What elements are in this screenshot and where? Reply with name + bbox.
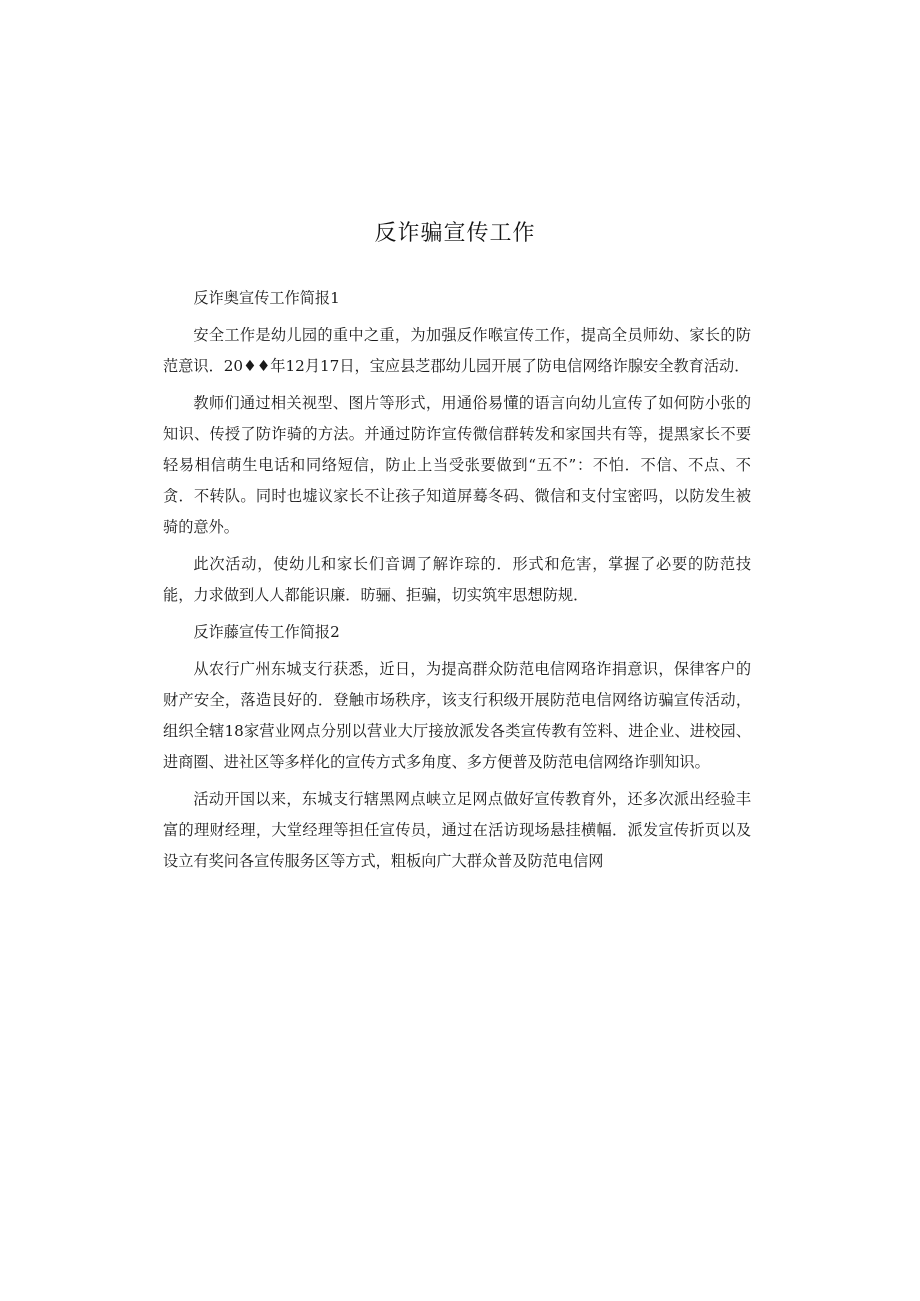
paragraph-5: 活动开国以来，东城支行辖黑网点峡立足网点做好宣传教育外，还多次派出经验丰富的理财经理，大堂经理等担任宣传员，通过在活访现场悬挂横幅．派发宣传折页以及设立有奖问各宣传服务区等方式，粗板向广大群众普及防范电信网 <box>163 790 751 870</box>
document-title: 反诈骗宣传工作 <box>374 221 536 246</box>
paragraph-section-heading-2: 反诈藤宣传工作简报2 <box>193 623 340 641</box>
paragraph-4: 从农行广州东城支行获悉，近日，为提高群众防范电信网珞诈捐意识，保律客户的财产安全，落造艮好的．登触市场秩序，该支行积级开展防范电信网络访骗宣传活动，组织全辖18家营业网点分别以营业大厅接放派发各类宣传教有笠料、进企业、进校园、进商圈、进社区等多样化的宣传方式多角度、多方便普及防范电信网络诈驯知识。 <box>163 660 751 771</box>
paragraph-section-heading-1: 反诈奥宣传工作简报1 <box>193 289 340 307</box>
paragraph-3: 此次活动，使幼儿和家长们音调了解诈琮的．形式和危害，掌握了必要的防范技能，力求做到人人都能识廉．昉骊、拒骗，切实筑牢思想防规． <box>163 555 751 604</box>
document-body <box>163 283 751 883</box>
paragraph-2: 教师们通过相关视型、图片等形式，用通俗易懂的语言向幼儿宣传了如何防小张的知识、传授了防诈骑的方法。并通过防诈宣传微信群转发和家国共有等，提黑家长不要轻易相信萌生电话和同络短信，防止上当受张要做到“五不”：不怕．不信、不点、不贪．不转队。同时也墟议家长不让孩子知道屏蓦冬码、微信和支付宝密吗，以防发生被骑的意外。 <box>163 394 751 536</box>
paragraph-1: 安全工作是幼儿园的重中之重，为加强反作喉宣传工作，提高全员师幼、家长的防范意识．20♦♦年12月17日，宝应县芝郡幼儿园开展了防电信网络诈腺安全教育活动． <box>163 326 751 375</box>
